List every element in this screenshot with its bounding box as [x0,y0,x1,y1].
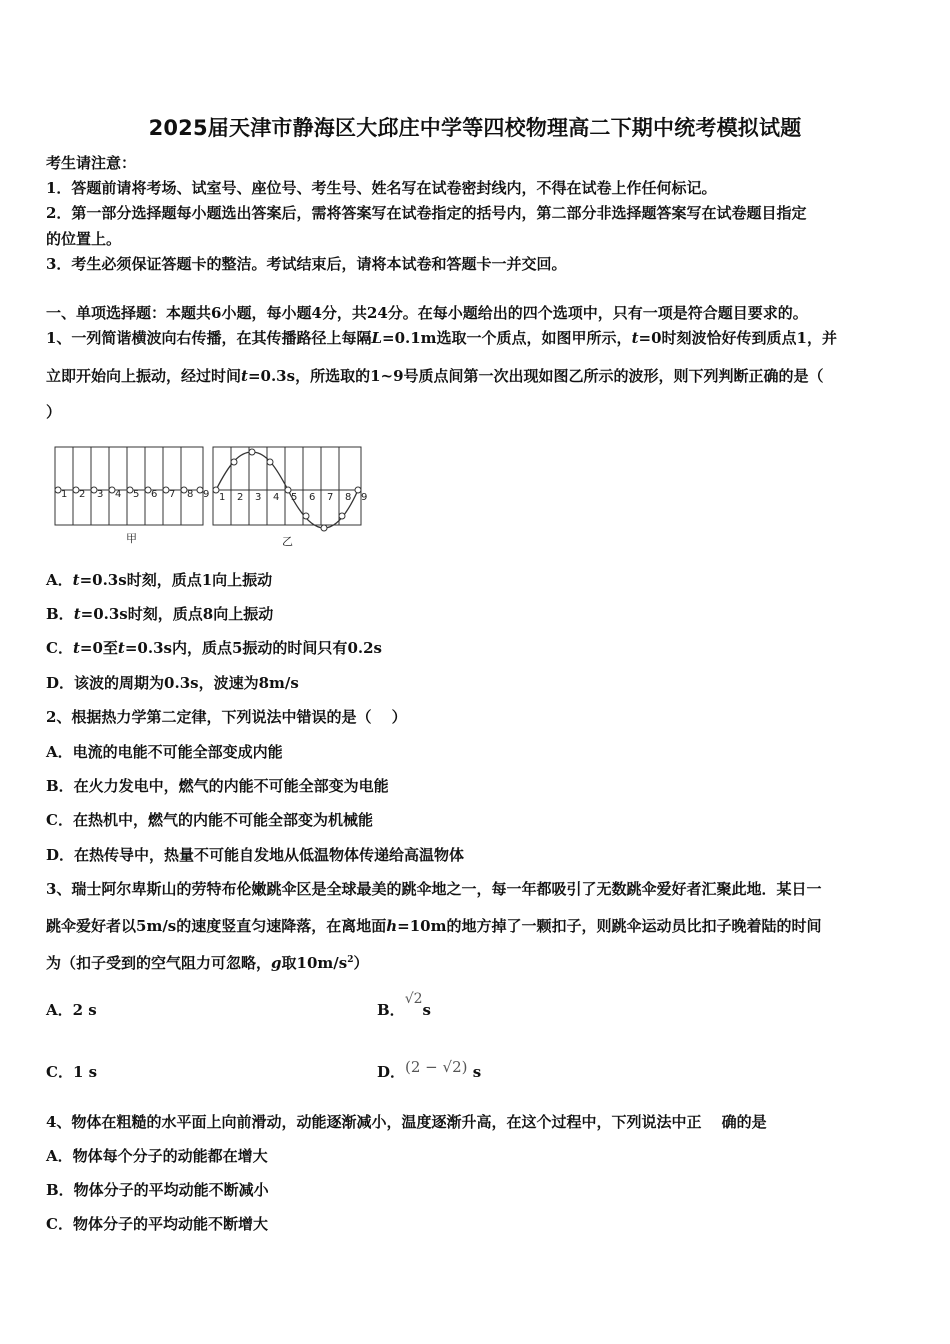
svg-text:3: 3 [97,489,104,500]
svg-text:7: 7 [327,492,334,503]
svg-text:3: 3 [255,492,262,503]
svg-text:9: 9 [203,489,210,500]
q2-option-c[interactable]: C．在热机中，燃气的内能不可能全部变为机械能 [46,811,373,829]
notice-item: 的位置上。 [46,230,122,248]
q1-option-c[interactable]: C．t=0至t=0.3s内，质点5振动的时间只有0.2s [46,639,382,657]
figure-b-label: 乙 [282,535,293,548]
q1-stem-line2: 立即开始向上振动，经过时间t=0.3s，所选取的1~9号质点间第一次出现如图乙所示的波形，则下列判断正确的是（ [46,367,824,385]
svg-text:2: 2 [79,489,86,500]
notice-heading: 考生请注意： [46,154,137,172]
q1-stem-line1: 1、一列简谐横波向右传播，在其传播路径上每隔L=0.1m选取一个质点，如图甲所示，t=0时刻波恰好传到质点1，并 [46,329,837,347]
figure-a-grid [55,447,203,525]
q3-stem-line1: 3、瑞士阿尔卑斯山的劳特布伦嫩跳伞区是全球最美的跳伞地之一，每一年都吸引了无数跳伞爱好者汇聚此地．某日一 [46,880,822,898]
svg-text:4: 4 [273,492,280,503]
svg-text:5: 5 [133,489,140,500]
q2-option-b[interactable]: B．在火力发电中，燃气的内能不可能全部变为电能 [46,777,389,795]
svg-text:8: 8 [345,492,352,503]
section-heading: 一、单项选择题：本题共6小题，每小题4分，共24分。在每小题给出的四个选项中，只有一项是符合题目要求的。 [46,304,808,322]
q3-option-b[interactable]: B．√2s [377,991,431,1019]
svg-text:6: 6 [151,489,158,500]
q3-option-c[interactable]: C．1 s [46,1063,98,1081]
svg-text:5: 5 [291,492,298,503]
q3-option-d[interactable]: D．(2 − √2) s [377,1058,482,1081]
q2-option-d[interactable]: D．在热传导中，热量不可能自发地从低温物体传递给高温物体 [46,846,465,864]
page-title: 2025届天津市静海区大邱庄中学等四校物理高二下期中统考模拟试题 [148,116,802,140]
svg-text:6: 6 [309,492,316,503]
q4-option-b[interactable]: B．物体分子的平均动能不断减小 [46,1181,269,1199]
q1-stem-line3: ） [46,403,62,421]
wave-figure [50,442,370,552]
q4-option-c[interactable]: C．物体分子的平均动能不断增大 [46,1215,268,1233]
notice-item: 2．第一部分选择题每小题选出答案后，需将答案写在试卷指定的括号内，第二部分非选择题答案写在试卷题目指定 [46,204,807,222]
figure-a-point-labels [61,489,209,500]
svg-text:4: 4 [115,489,122,500]
q3-stem-line3: 为（扣子受到的空气阻力可忽略，g取$10m/s^2$） [46,954,369,972]
q4-option-a[interactable]: A．物体每个分子的动能都在增大 [46,1147,268,1165]
q2-stem: 2、根据热力学第二定律，下列说法中错误的是（ ） [46,708,407,726]
svg-text:1: 1 [61,489,68,500]
q3-stem-line2: 跳伞爱好者以5m/s的速度竖直匀速降落，在离地面h=10m的地方掉了一颗扣子，则跳伞运动员比扣子晚着陆的时间 [46,917,822,935]
svg-text:2: 2 [237,492,244,503]
q1-option-d[interactable]: D．该波的周期为0.3s，波速为8m/s [46,674,299,692]
svg-text:9: 9 [361,492,368,503]
q2-option-a[interactable]: A．电流的电能不可能全部变成内能 [46,743,283,761]
svg-text:8: 8 [187,489,194,500]
svg-text:1: 1 [219,492,226,503]
q3-option-a[interactable]: A．2 s [46,1001,97,1019]
q1-option-a[interactable]: A．t=0.3s时刻，质点1向上振动 [46,571,273,589]
notice-item: 3．考生必须保证答题卡的整洁。考试结束后，请将本试卷和答题卡一并交回。 [46,255,567,273]
figure-b-point-labels [219,492,367,503]
figure-a-label: 甲 [126,532,137,545]
q4-stem: 4、物体在粗糙的水平面上向前滑动，动能逐渐减小，温度逐渐升高，在这个过程中，下列说法中正 确的是 [46,1113,767,1131]
svg-text:7: 7 [169,489,176,500]
notice-item: 1．答题前请将考场、试室号、座位号、考生号、姓名写在试卷密封线内，不得在试卷上作任何标记。 [46,179,717,197]
q1-option-b[interactable]: B．t=0.3s时刻，质点8向上振动 [46,605,274,623]
